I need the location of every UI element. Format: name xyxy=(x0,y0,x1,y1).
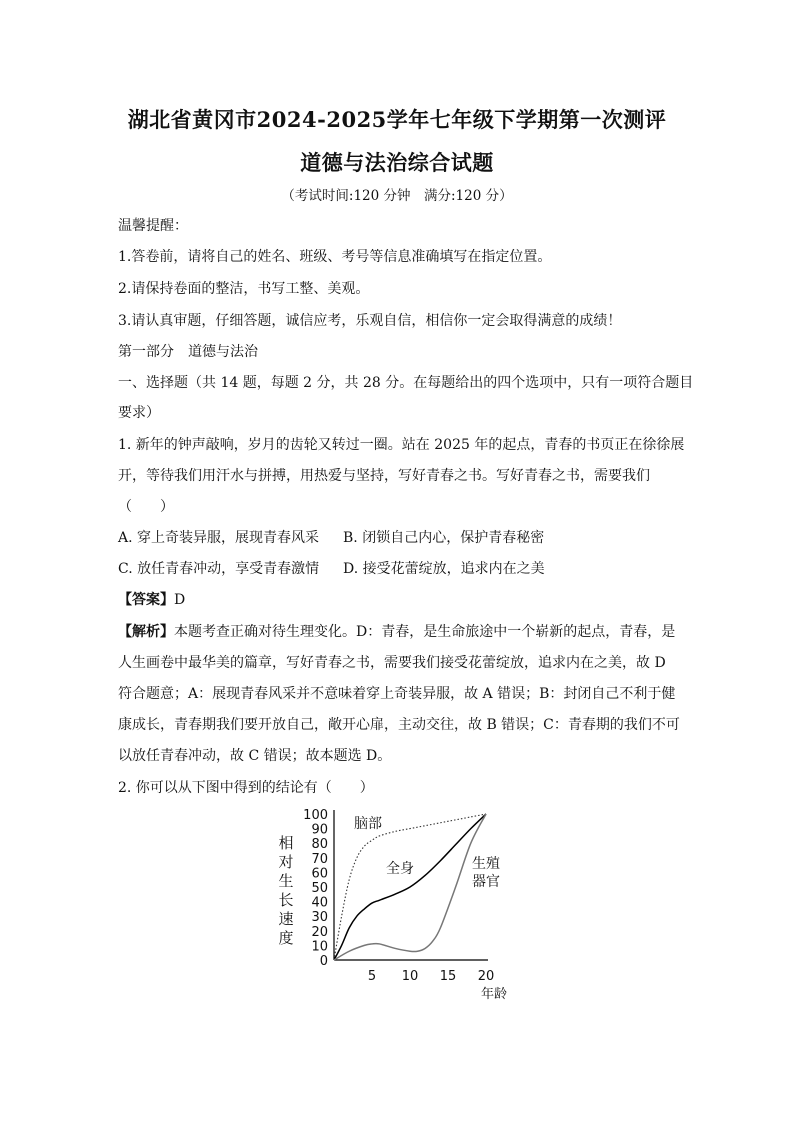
tip-item: 1.答卷前，请将自己的姓名、班级、考号等信息准确填写在指定位置。 xyxy=(118,249,552,265)
growth-rate-chart xyxy=(270,800,530,1010)
question-1-option-b: B. 闭锁自己内心，保护青春秘密 xyxy=(343,530,545,546)
y-tick-label: 30 xyxy=(311,910,328,926)
y-axis-label-char: 相 xyxy=(278,834,294,852)
y-tick-labels xyxy=(303,808,328,969)
x-tick-label: 15 xyxy=(439,969,457,984)
y-tick-label: 70 xyxy=(311,851,328,867)
analysis-text: 以放任青春冲动，故 C 错误；故本题选 D。 xyxy=(118,748,392,764)
section-part-heading: 第一部分 道德与法治 xyxy=(118,344,258,360)
question-1-option-c: C. 放任青春冲动，享受青春激情 xyxy=(118,561,320,577)
question-1-answer xyxy=(118,590,678,610)
question-1-option-a: A. 穿上奇装异服，展现青春风采 xyxy=(118,530,320,546)
question-2-stem: 2. 你可以从下图中得到的结论有（ ） xyxy=(118,780,374,796)
y-tick-label: 60 xyxy=(311,866,328,882)
series-line xyxy=(334,814,486,960)
tip-item: 3.请认真审题，仔细答题，诚信应考，乐观自信，相信你一定会取得满意的成绩！ xyxy=(118,313,622,329)
y-axis-label xyxy=(278,834,293,947)
answer-value: D xyxy=(174,592,186,608)
section-instructions: 一、选择题（共 14 题，每题 2 分，共 28 分。在每题给出的四个选项中，只有一项符合题目 xyxy=(118,375,694,391)
answer-tag: 【答案】 xyxy=(118,592,174,608)
analysis-text: 本题考查正确对待生理变化。D：青春，是生命旅途中一个崭新的起点，青春，是 xyxy=(174,624,676,640)
question-1-stem: 1. 新年的钟声敲响，岁月的齿轮又转过一圈。站在 2025 年的起点，青春的书页正在徐徐展 xyxy=(118,437,685,453)
series-label: 脑部 xyxy=(354,816,382,832)
question-1-stem: 开，等待我们用汗水与拼搏，用热爱与坚持，写好青春之书。写好青春之书，需要我们 xyxy=(118,468,650,484)
x-tick-label: 20 xyxy=(477,969,495,984)
analysis-tag: 【解析】 xyxy=(118,624,174,640)
question-1-option-d: D. 接受花蕾绽放，追求内在之美 xyxy=(343,561,545,577)
tips-heading: 温馨提醒： xyxy=(118,218,188,234)
analysis-text: 康成长，青春期我们要开放自己，敞开心扉，主动交往，故 B 错误；C：青春期的我们不可 xyxy=(118,717,680,733)
y-axis-label-char: 度 xyxy=(278,929,294,947)
y-tick-label: 10 xyxy=(311,939,328,955)
y-axis-label-char: 长 xyxy=(278,891,294,909)
question-1-analysis xyxy=(118,622,678,642)
analysis-text: 人生画卷中最华美的篇章，写好青春之书，需要我们接受花蕾绽放，追求内在之美，故 D xyxy=(118,655,666,671)
series-label: 器官 xyxy=(472,874,500,890)
y-tick-label: 50 xyxy=(311,881,328,896)
x-tick-label: 10 xyxy=(401,969,419,984)
x-tick-label: 5 xyxy=(367,969,377,984)
analysis-text: 符合题意；A：展现青春风采并不意味着穿上奇装异服，故 A 错误；B：封闭自己不利于健 xyxy=(118,686,676,702)
exam-title-line1: 湖北省黄冈市2024-2025学年七年级下学期第一次测评 xyxy=(127,107,667,132)
tip-item: 2.请保持卷面的整洁，书写工整、美观。 xyxy=(118,281,370,297)
x-axis-label: 年龄 xyxy=(480,987,508,1002)
y-tick-label: 0 xyxy=(319,954,328,969)
series-label: 生殖 xyxy=(472,856,500,872)
series-label: 全身 xyxy=(386,861,414,877)
y-tick-label: 80 xyxy=(311,837,328,853)
exam-info: （考试时间:120 分钟 满分:120 分） xyxy=(281,188,513,204)
question-1-stem: （ ） xyxy=(118,499,174,515)
y-axis-label-char: 速 xyxy=(278,910,294,928)
exam-title-line2: 道德与法治综合试题 xyxy=(300,150,494,175)
y-tick-label: 100 xyxy=(303,808,328,823)
x-tick-labels xyxy=(368,969,494,984)
y-axis-label-char: 对 xyxy=(278,853,294,871)
series-layer xyxy=(334,814,500,960)
y-tick-label: 90 xyxy=(311,822,328,838)
section-instructions: 要求） xyxy=(118,405,160,421)
y-tick-label: 20 xyxy=(311,924,328,940)
y-tick-label: 40 xyxy=(311,895,328,911)
y-axis-label-char: 生 xyxy=(278,872,294,890)
